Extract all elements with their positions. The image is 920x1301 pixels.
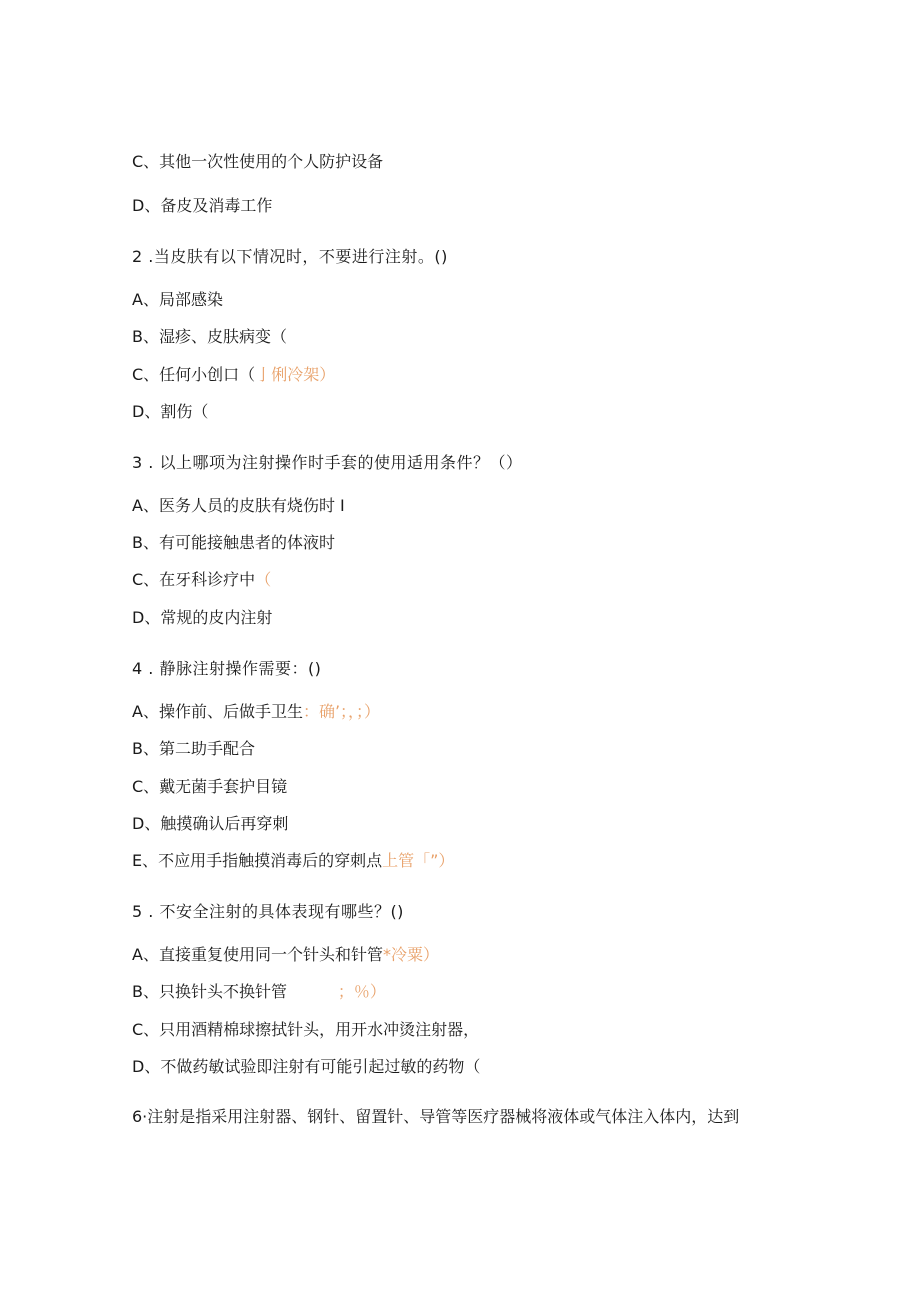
- handwritten-annotation: 亅俐冷架）: [255, 365, 336, 384]
- option-d-q2: D、割伤（: [132, 402, 209, 421]
- handwritten-annotation: ；％）: [286, 982, 386, 1001]
- option-a-q3: A、医务人员的皮肤有烧伤时 I: [132, 496, 345, 515]
- question-3: 3 . 以上哪项为注射操作时手套的使用适用条件？（）: [132, 453, 523, 472]
- handwritten-annotation: *冷粟）: [382, 945, 439, 964]
- option-d-q3: D、常规的皮内注射: [132, 608, 273, 627]
- question-6: 6·注射是指采用注射器、钢针、留置针、导管等医疗器械将液体或气体注入体内，达到: [132, 1107, 740, 1126]
- option-a-q4: A、操作前、后做手卫生：确’；，；）: [132, 702, 381, 721]
- option-b-q5: B、只换针头不换针管 ；％）: [132, 982, 386, 1001]
- question-2: 2 .当皮肤有以下情况时，不要进行注射。(): [132, 247, 448, 266]
- handwritten-annotation: （: [255, 570, 272, 589]
- option-c-q3: C、在牙科诊疗中（: [132, 570, 272, 589]
- option-c-q2: C、任何小创口（亅俐冷架）: [132, 365, 336, 384]
- option-c-q1: C、其他一次性使用的个人防护设备: [132, 152, 384, 171]
- option-c-q4: C、戴无菌手套护目镜: [132, 777, 288, 796]
- option-d-q5: D、不做药敏试验即注射有可能引起过敏的药物（: [132, 1057, 481, 1076]
- handwritten-annotation: ：确’；，；）: [302, 702, 381, 721]
- option-b-q2: B、湿疹、皮肤病变（: [132, 327, 287, 346]
- option-e-q4: E、不应用手指触摸消毒后的穿刺点上管「”）: [132, 851, 455, 870]
- option-a-q5: A、直接重复使用同一个针头和针管*冷粟）: [132, 945, 439, 964]
- question-4: 4 . 静脉注射操作需要：(): [132, 659, 322, 678]
- option-c-q5: C、只用酒精棉球擦拭针头，用开水冲烫注射器，: [132, 1020, 480, 1039]
- option-b-q3: B、有可能接触患者的体液时: [132, 533, 335, 552]
- option-b-q4: B、第二助手配合: [132, 739, 255, 758]
- question-5: 5 . 不安全注射的具体表现有哪些？(): [132, 902, 404, 921]
- handwritten-annotation: 上管「”）: [382, 851, 455, 870]
- option-d-q1: D、备皮及消毒工作: [132, 196, 273, 215]
- option-d-q4: D、触摸确认后再穿刺: [132, 814, 289, 833]
- option-a-q2: A、局部感染: [132, 290, 223, 309]
